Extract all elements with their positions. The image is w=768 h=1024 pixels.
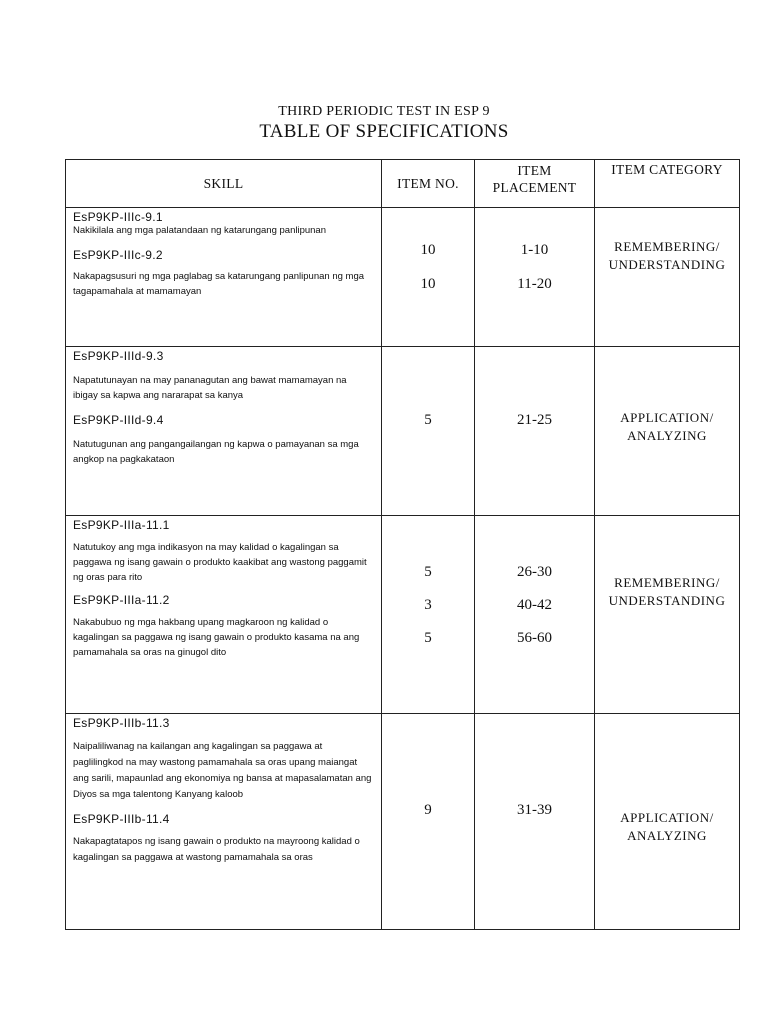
item-no-cell: [382, 714, 475, 930]
table-row: [66, 347, 740, 516]
item-range: 31-39: [517, 802, 552, 818]
category-label: [595, 574, 739, 610]
item-placement-cell: [475, 208, 595, 347]
item-range: 1-10: [520, 242, 549, 258]
item-no-cell: [382, 347, 475, 516]
competency-code: EsP9KP-IIId-9.4: [73, 413, 164, 427]
item-category-cell: [595, 208, 740, 347]
item-no-cell: [382, 208, 475, 347]
item-range: 56-60: [517, 630, 552, 646]
item-count: 5: [424, 564, 432, 580]
skill-cell: [66, 714, 382, 930]
item-range: 21-25: [517, 412, 552, 428]
competency-code: EsP9KP-IIIb-11.3: [73, 716, 170, 730]
item-count: 10: [420, 276, 436, 292]
skill-cell: [66, 516, 382, 714]
item-count: 5: [424, 630, 432, 646]
competency-description: Natutugunan ang pangangailangan ng kapwa o pamayanan sa mga angkop na pagkakataon: [73, 439, 359, 465]
category-line: UNDERSTANDING: [608, 593, 726, 608]
competency-description: Nakabubuo ng mga hakbang upang magkaroon ng kalidad o kagalingan sa paggawa ng isang gawain o produkto kasama na ang pamamahala sa oras na ginugol dito: [73, 617, 360, 658]
header-skill: SKILL: [66, 160, 382, 208]
competency-description: Nakikilala ang mga palatandaan ng katarungang panlipunan: [73, 225, 326, 236]
page-title: TABLE OF SPECIFICATIONS: [259, 121, 509, 142]
item-range: 40-42: [517, 597, 552, 613]
item-placement-cell: [475, 516, 595, 714]
item-range: 26-30: [517, 564, 552, 580]
table-row: [66, 714, 740, 930]
item-placement-cell: [475, 714, 595, 930]
header-placement-line1: ITEM: [517, 163, 552, 178]
competency-description: Napatutunayan na may pananagutan ang bawat mamamayan na ibigay sa kapwa ang nararapat sa kanya: [73, 375, 347, 401]
competency-code: EsP9KP-IIIc-9.2: [73, 248, 163, 262]
category-label: [595, 238, 739, 274]
table-header-row: [66, 160, 740, 208]
item-category-cell: [595, 516, 740, 714]
item-count: 5: [424, 412, 432, 428]
item-category-cell: [595, 347, 740, 516]
item-no-cell: [382, 516, 475, 714]
header-item-no: ITEM NO.: [382, 160, 475, 208]
category-line: ANALYZING: [627, 828, 707, 843]
competency-code: EsP9KP-IIIb-11.4: [73, 812, 170, 826]
competency-code: EsP9KP-IIIa-11.1: [73, 518, 170, 532]
category-line: APPLICATION/: [620, 810, 714, 825]
table-row: [66, 208, 740, 347]
category-label: [595, 409, 739, 445]
specifications-table: [65, 159, 740, 930]
competency-code: EsP9KP-IIId-9.3: [73, 349, 164, 363]
category-line: REMEMBERING/: [614, 239, 720, 254]
competency-description: Naipaliliwanag na kailangan ang kagalingan sa paggawa at paglilingkod na may wastong pamamahala sa oras upang maiangat ang sarili, mapaunlad ang ekonomiya ng bansa at mapasalamatan ang Diyos sa mga talentong Kanyang kaloob: [73, 741, 372, 800]
competency-description: Natutukoy ang mga indikasyon na may kalidad o kagalingan sa paggawa ng isang gawain o produkto kaakibat ang wastong paggamit ng oras para rito: [73, 542, 367, 583]
category-line: REMEMBERING/: [614, 575, 720, 590]
category-line: ANALYZING: [627, 428, 707, 443]
competency-description: Nakapagtatapos ng isang gawain o produkto na mayroong kalidad o kagalingan sa paggawa at wastong pamamahala sa oras: [73, 836, 360, 863]
header-item-category: ITEM CATEGORY: [595, 160, 740, 208]
competency-description: Nakapagsusuri ng mga paglabag sa katarungang panlipunan ng mga tagapamahala at mamamayan: [73, 271, 365, 297]
item-count: 10: [420, 242, 436, 258]
item-category-cell: [595, 714, 740, 930]
test-title: THIRD PERIODIC TEST IN ESP 9: [278, 104, 490, 119]
category-line: UNDERSTANDING: [608, 257, 726, 272]
table-row: [66, 516, 740, 714]
competency-code: EsP9KP-IIIa-11.2: [73, 593, 170, 607]
skill-cell: [66, 208, 382, 347]
competency-code: EsP9KP-IIIc-9.1: [73, 210, 163, 224]
item-range: 11-20: [517, 276, 552, 292]
item-placement-cell: [475, 347, 595, 516]
category-label: [595, 809, 739, 845]
item-count: 9: [424, 802, 432, 818]
item-count: 3: [424, 597, 432, 613]
header-placement-line2: PLACEMENT: [492, 180, 577, 195]
skill-cell: [66, 347, 382, 516]
category-line: APPLICATION/: [620, 410, 714, 425]
header-item-placement: [475, 160, 595, 208]
